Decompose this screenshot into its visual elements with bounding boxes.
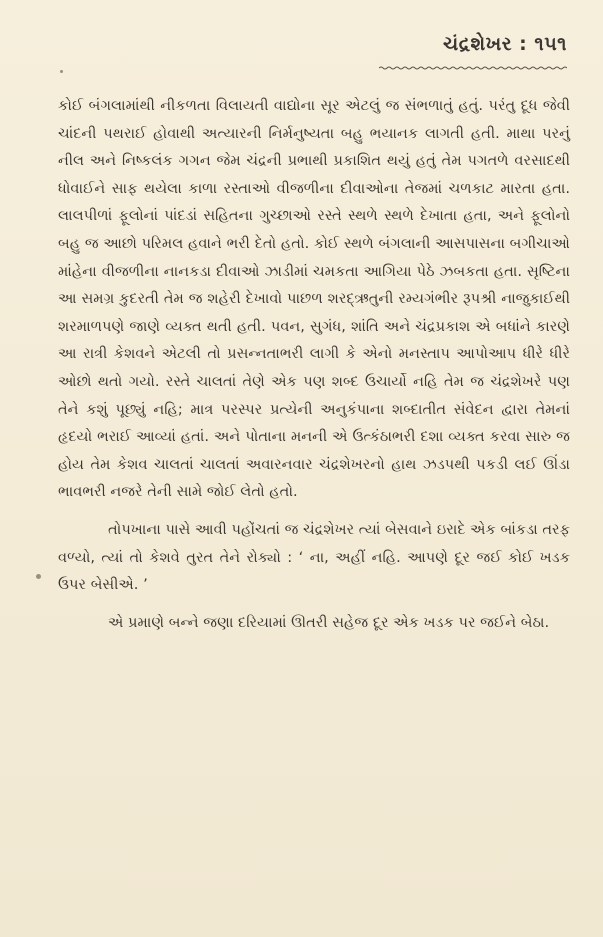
running-head-rule — [379, 66, 567, 70]
body-text — [58, 92, 570, 636]
paragraph: એ પ્રમાણે બન્ને જણા દરિયામાં ઊતરી સહેજ દૂર એક ખડક પર જઈને બેઠા. — [108, 613, 550, 631]
paragraph: તોપખાના પાસે આવી પહોંચતાં જ ચંદ્રશેખર ત્યાં બેસવાને ઇરાદે એક બાંકડા તરફ વળ્યો, ત્યાં તો કેશવે તુરત તેને રોક્યો : ‘ ના, અહીં નહિ. આપણે દૂર જઈ કોઈ ખડક ઉપર બેસીએ. ’ — [58, 520, 570, 594]
stray-mark — [60, 70, 63, 73]
stray-mark — [36, 574, 41, 579]
running-head: ચંદ્રશેખર : ૧૫૧ — [443, 33, 567, 55]
paragraph: કોઈ બંગલામાંથી નીકળતા વિલાયતી વાદ્યોના સૂર એટલું જ સંભળાતું હતું. પરંતુ દૂધ જેવી ચાંદની પથરાઈ હોવાથી અત્યારની નિર્મનુષ્યતા બહુ ભયાનક લાગતી હતી. માથા પરનું નીલ અને નિષ્કલંક ગગન જેમ ચંદ્રની પ્રભાથી પ્રકાશિત થયું હતું તેમ પગતળે વરસાદથી ધોવાઈને સાફ થયેલા કાળા રસ્તાઓ વીજળીના દીવાઓના તેજમાં ચળકાટ મારતા હતા. લાલપીળાં ફૂલોનાં પાંદડાં સહિતના ગુચ્છાઓ રસ્તે સ્થળે સ્થળે દેખાતા હતા, અને ફૂલોનો બહુ જ આછો પરિમલ હવાને ભરી દેતો હતો. કોઈ સ્થળે બંગલાની આસપાસના બગીચાઓ માંહેના વીજળીના નાનકડા દીવાઓ ઝાડીમાં ચમકતા આગિયા પેઠે ઝબકતા હતા. સૃષ્ટિના આ સમગ્ર કુદરતી તેમ જ શહેરી દેખાવો પાછળ શરદ્‌ઋતુની રમ્યગંભીર રૂપશ્રી નાજુકાઈથી શરમાળપણે જાણે વ્યક્ત થતી હતી. પવન, સુગંધ, શાંતિ અને ચંદ્રપ્રકાશ એ બધાંને કારણે આ રાત્રી કેશવને એટલી તો પ્રસન્નતાભરી લાગી કે એનો મનસ્તાપ આપોઆપ ધીરે ધીરે ઓછો થતો ગયો. રસ્તે ચાલતાં તેણે એક પણ શબ્દ ઉચાર્યો નહિ તેમ જ ચંદ્રશેખરે પણ તેને કશું પૂછ્યું નહિ; માત્ર પરસ્પર પ્રત્યેની અનુકંપાના શબ્દાતીત સંવેદન દ્વારા તેમનાં હૃદયો ભરાઈ આવ્યાં હતાં. અને પોતાના મનની એ ઉત્કંઠાભરી દશા વ્યક્ત કરવા સારુ જ હોય તેમ કેશવ ચાલતાં ચાલતાં અવારનવાર ચંદ્રશેખરનો હાથ ઝડપથી પકડી લઈ ઊંડા ભાવભરી નજરે તેની સામે જોઈ લેતો હતો. — [58, 97, 570, 501]
